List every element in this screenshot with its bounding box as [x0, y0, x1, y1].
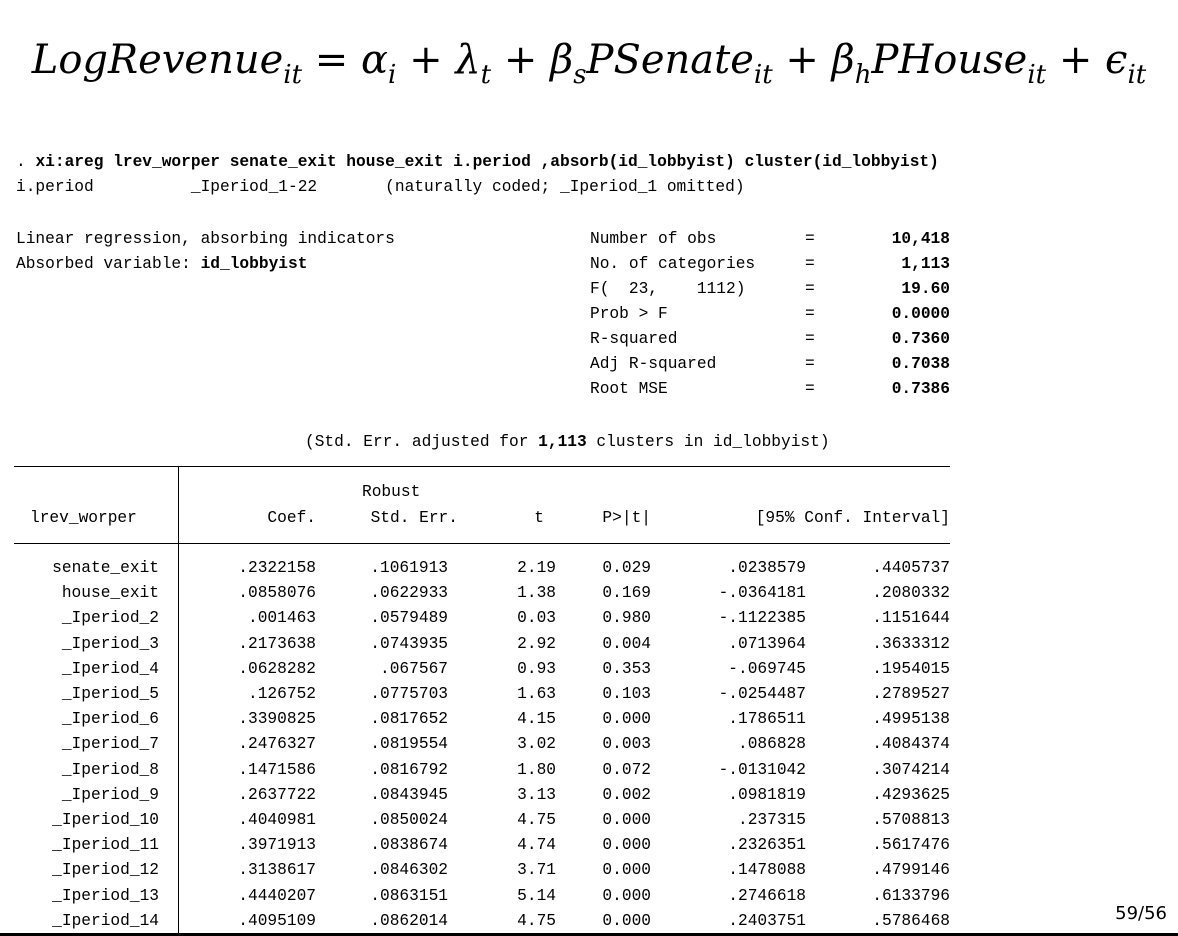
cluster-note-suffix: clusters in id_lobbyist) [586, 433, 830, 451]
absorbed-variable-label: Absorbed variable: [16, 255, 201, 273]
cell-ci-lower: -.0131042 [718, 760, 806, 779]
header-p: P>|t| [602, 509, 651, 527]
model-equation [0, 30, 1178, 90]
cell-variable: _Iperiod_10 [52, 811, 159, 829]
cell-std-err: .0816792 [370, 760, 448, 779]
cell-coef: .3971913 [238, 836, 316, 855]
cell-p-value: 0.169 [602, 584, 651, 603]
stat-equals: = [805, 355, 815, 373]
cell-coef: .001463 [248, 609, 316, 628]
header-variable: lrev_worper [30, 509, 137, 527]
cell-t: 3.13 [517, 785, 556, 804]
stat-value: 0.7360 [891, 330, 950, 348]
cell-ci-upper: .4799146 [872, 861, 950, 880]
stats-equals [805, 227, 815, 402]
cluster-note-prefix: (Std. Err. adjusted for [305, 433, 539, 451]
cell-t: 2.92 [517, 634, 556, 653]
cell-variable: _Iperiod_11 [52, 836, 159, 855]
absorbed-variable-name: id_lobbyist [200, 255, 308, 273]
cell-ci-lower: -.0254487 [718, 685, 806, 703]
cell-t: 4.15 [517, 710, 556, 729]
cell-variable: _Iperiod_12 [52, 861, 159, 880]
stat-label: Prob > F [590, 305, 668, 323]
cell-std-err: .0838674 [370, 836, 448, 855]
cell-ci-lower: .1786511 [728, 710, 806, 729]
cell-p-value: 0.353 [602, 659, 651, 678]
cell-p-value: 0.000 [602, 861, 651, 880]
cell-coef: .126752 [248, 685, 316, 703]
header-std-err: Std. Err. [370, 509, 458, 527]
cell-coef: .2637722 [238, 785, 316, 804]
cell-variable: _Iperiod_6 [61, 710, 159, 729]
cell-ci-lower: .0981819 [728, 785, 806, 804]
eq-beta-s-sub: s [573, 60, 587, 90]
cell-ci-lower: -.1122385 [718, 609, 806, 628]
cluster-count: 1,113 [538, 433, 587, 451]
eq-alpha-sub: i [388, 60, 397, 90]
cell-variable: _Iperiod_3 [61, 634, 159, 653]
command-expansion-line: i.period _Iperiod_1-22 (naturally coded; _Iperiod_1 omitted) [16, 178, 745, 196]
stat-value: 0.0000 [891, 305, 950, 323]
cell-p-value: 0.000 [602, 836, 651, 855]
cell-coef: .0858076 [238, 584, 316, 603]
eq-phouse-sub: it [1027, 60, 1047, 90]
stats-labels [590, 227, 755, 402]
cell-std-err: .1061913 [370, 559, 448, 577]
stat-value: 0.7386 [891, 380, 950, 398]
cell-std-err: .067567 [380, 659, 448, 678]
stat-label: No. of categories [590, 255, 756, 273]
cell-variable: _Iperiod_4 [61, 659, 159, 678]
cell-coef: .3390825 [238, 710, 316, 729]
cell-std-err: .0863151 [370, 886, 448, 905]
cell-t: 0.03 [517, 609, 556, 628]
cell-t: 2.19 [517, 559, 556, 577]
table-header-rule [14, 543, 950, 544]
cell-p-value: 0.000 [602, 710, 651, 729]
cell-t: 4.75 [517, 811, 556, 829]
header-conf-interval: [95% Conf. Interval] [755, 509, 950, 527]
eq-psenate: PSenate [586, 37, 754, 83]
cell-ci-upper: .4293625 [872, 785, 950, 804]
cell-variable: _Iperiod_5 [61, 685, 159, 703]
cell-p-value: 0.000 [602, 886, 651, 905]
stat-equals: = [805, 380, 815, 398]
stat-label: F( 23, 1112) [590, 280, 746, 298]
stat-value: 19.60 [901, 280, 950, 298]
eq-psenate-sub: it [753, 60, 773, 90]
eq-beta-h-sub: h [854, 60, 872, 90]
eq-lambda-sub: t [480, 60, 492, 90]
cell-ci-upper: .5708813 [872, 811, 950, 829]
eq-plus: + [503, 37, 538, 83]
cell-ci-upper: .2789527 [872, 685, 950, 703]
cell-t: 3.71 [517, 861, 556, 880]
cell-ci-upper: .4405737 [872, 559, 950, 577]
cell-coef: .4440207 [238, 886, 316, 905]
stat-value: 10,418 [891, 230, 950, 248]
cell-ci-lower: .2746618 [728, 886, 806, 905]
stats-values [845, 227, 950, 402]
cell-ci-upper: .6133796 [872, 886, 950, 905]
header-t: t [534, 509, 544, 527]
cell-std-err: .0743935 [370, 634, 448, 653]
cell-ci-lower: -.069745 [728, 659, 806, 678]
cell-variable: _Iperiod_7 [61, 735, 159, 754]
cell-variable: _Iperiod_8 [61, 760, 159, 779]
eq-beta-h: β [831, 37, 855, 83]
cell-t: 1.38 [517, 584, 556, 603]
cell-p-value: 0.000 [602, 911, 651, 930]
stat-label: R-squared [590, 330, 678, 348]
eq-epsilon: ϵ [1105, 37, 1128, 83]
cell-coef: .4095109 [238, 911, 316, 930]
cell-coef: .2322158 [238, 559, 316, 577]
command-text: xi:areg lrev_worper senate_exit house_exit i.period ,absorb(id_lobbyist) cluster(id_lobbyist) [35, 153, 939, 171]
stat-equals: = [805, 330, 815, 348]
cell-t: 3.02 [517, 735, 556, 754]
cell-std-err: .0819554 [370, 735, 448, 754]
cell-coef: .4040981 [238, 811, 316, 829]
eq-plus: + [1058, 37, 1093, 83]
cell-coef: .3138617 [238, 861, 316, 880]
header-robust: Robust [362, 483, 421, 501]
cell-variable: _Iperiod_9 [61, 785, 159, 804]
cell-std-err: .0622933 [370, 584, 448, 603]
eq-lhs: LogRevenue [31, 37, 284, 83]
cell-std-err: .0850024 [370, 811, 448, 829]
cell-ci-lower: .086828 [738, 735, 806, 754]
eq-epsilon-sub: it [1127, 60, 1147, 90]
table-top-rule [14, 466, 950, 467]
cell-ci-lower: -.0364181 [718, 584, 806, 603]
cell-ci-upper: .1954015 [872, 659, 950, 678]
cell-ci-lower: .0238579 [728, 559, 806, 577]
eq-lambda: λ [455, 37, 481, 83]
stat-equals: = [805, 305, 815, 323]
cell-t: 1.63 [517, 685, 556, 703]
cell-t: 4.75 [517, 911, 556, 930]
cell-ci-upper: .5617476 [872, 836, 950, 855]
cell-ci-upper: .2080332 [872, 584, 950, 603]
cell-ci-upper: .3074214 [872, 760, 950, 779]
eq-phouse: PHouse [871, 37, 1028, 83]
cell-coef: .2476327 [238, 735, 316, 754]
stat-label: Number of obs [590, 230, 717, 248]
absorbed-variable-line [16, 252, 307, 277]
cell-ci-lower: .2326351 [728, 836, 806, 855]
cell-coef: .1471586 [238, 760, 316, 779]
cell-std-err: .0579489 [370, 609, 448, 628]
cell-t: 5.14 [517, 886, 556, 905]
cell-p-value: 0.072 [602, 760, 651, 779]
cell-coef: .0628282 [238, 659, 316, 678]
stata-command [16, 150, 939, 175]
stat-label: Adj R-squared [590, 355, 717, 373]
stat-value: 1,113 [901, 255, 950, 273]
cell-coef: .2173638 [238, 634, 316, 653]
cell-p-value: 0.980 [602, 609, 651, 628]
cell-std-err: .0843945 [370, 785, 448, 804]
cell-t: 4.74 [517, 836, 556, 855]
cell-variable: _Iperiod_13 [52, 886, 159, 905]
eq-plus: + [409, 37, 443, 83]
cell-ci-upper: .3633312 [872, 634, 950, 653]
cell-std-err: .0862014 [370, 911, 448, 930]
eq-alpha: α [361, 37, 389, 83]
cell-ci-upper: .1151644 [872, 609, 950, 628]
cluster-note [305, 430, 830, 455]
cell-ci-upper: .5786468 [872, 911, 950, 930]
cell-std-err: .0817652 [370, 710, 448, 729]
eq-equals: = [314, 37, 349, 83]
stat-equals: = [805, 230, 815, 248]
cell-variable: _Iperiod_14 [52, 911, 159, 930]
command-prompt: . [16, 153, 36, 171]
cell-t: 1.80 [517, 760, 556, 779]
eq-lhs-sub: it [283, 60, 303, 90]
table-column-divider [178, 466, 179, 936]
header-coef: Coef. [267, 509, 316, 527]
cell-p-value: 0.029 [602, 559, 651, 577]
cell-variable: house_exit [61, 584, 159, 603]
cell-p-value: 0.003 [602, 735, 651, 754]
eq-plus: + [785, 37, 819, 83]
eq-beta-s: β [550, 37, 574, 83]
cell-std-err: .0846302 [370, 861, 448, 880]
cell-t: 0.93 [517, 659, 556, 678]
stat-equals: = [805, 255, 815, 273]
cell-p-value: 0.000 [602, 811, 651, 829]
stat-value: 0.7038 [891, 355, 950, 373]
cell-ci-lower: .1478088 [728, 861, 806, 880]
cell-std-err: .0775703 [370, 685, 448, 703]
cell-ci-upper: .4995138 [872, 710, 950, 729]
cell-variable: _Iperiod_2 [61, 609, 159, 628]
regression-type: Linear regression, absorbing indicators [16, 230, 395, 248]
stat-label: Root MSE [590, 380, 668, 398]
cell-ci-lower: .237315 [738, 811, 806, 829]
page-number: 59/56 [1115, 903, 1167, 924]
cell-p-value: 0.002 [602, 785, 651, 804]
cell-p-value: 0.103 [602, 685, 651, 703]
cell-ci-upper: .4084374 [872, 735, 950, 754]
cell-ci-lower: .2403751 [728, 911, 806, 930]
cell-variable: senate_exit [52, 559, 159, 577]
cell-p-value: 0.004 [602, 634, 651, 653]
stat-equals: = [805, 280, 815, 298]
cell-ci-lower: .0713964 [728, 634, 806, 653]
